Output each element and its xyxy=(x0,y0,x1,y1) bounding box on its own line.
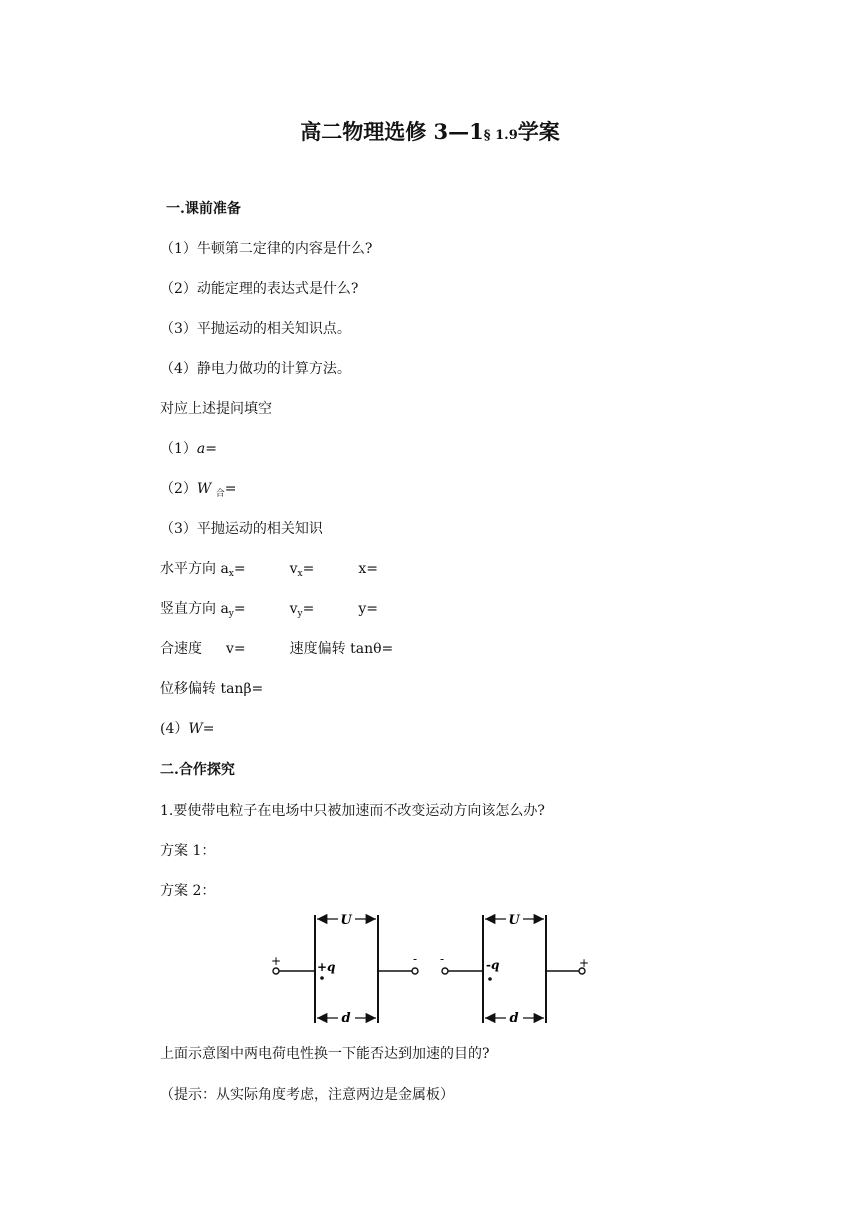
right-negative-terminal: - xyxy=(439,952,445,966)
right-terminal-circle xyxy=(412,968,418,974)
diagram-right xyxy=(440,913,589,1026)
inquiry-question-1: 1.要使带电粒子在电场中只被加速而不改变运动方向该怎么办? xyxy=(160,803,545,819)
section2-heading: 二.合作探究 xyxy=(160,762,235,778)
fill-horizontal: 水平方向 $a_x= v_x= x=$ xyxy=(160,561,378,579)
left-terminal-circle-2 xyxy=(442,968,448,974)
plan-1: 方案 1： xyxy=(160,843,216,859)
left-positive-terminal: + xyxy=(270,954,282,968)
question-1: （1）牛顿第二定律的内容是什么? xyxy=(160,241,373,257)
inquiry-question-2: 上面示意图中两电荷电性换一下能否达到加速的目的? xyxy=(160,1046,490,1062)
right-positive-terminal: + xyxy=(578,956,590,970)
left-terminal-circle xyxy=(273,968,279,974)
hint-text: （提示：从实际角度考虑，注意两边是金属板） xyxy=(160,1087,454,1103)
left-charge-label: +q xyxy=(317,960,336,974)
section1-heading: 一.课前准备 xyxy=(166,201,241,217)
parallel-plate-diagram xyxy=(260,905,600,1030)
question-4: （4）静电力做功的计算方法。 xyxy=(160,361,351,377)
diagram-left xyxy=(271,913,418,1026)
question-2: （2）动能定理的表达式是什么? xyxy=(160,281,359,297)
question-3: （3）平抛运动的相关知识点。 xyxy=(160,321,351,337)
right-voltage-label: U xyxy=(508,913,520,928)
page-title xyxy=(0,116,860,146)
title-section: § 1.9 xyxy=(483,128,518,143)
right-charge-dot xyxy=(488,977,492,981)
fill-work-electric: (4）W= xyxy=(160,721,215,737)
right-distance-label: d xyxy=(509,1011,519,1026)
plan-2: 方案 2： xyxy=(160,883,216,899)
left-distance-label: d xyxy=(341,1011,351,1026)
right-charge-label: -q xyxy=(486,958,500,972)
fill-work-total: （2）W $_合$= xyxy=(160,481,237,499)
title-suffix: 学案 xyxy=(517,119,560,144)
fill-vertical: 竖直方向 $a_y= v_y= y=$ xyxy=(160,601,379,619)
fill-resultant-velocity: 合速度 v= 速度偏转 tanθ= xyxy=(160,641,394,657)
fill-acceleration: （1）a= xyxy=(160,441,218,457)
left-voltage-label: U xyxy=(340,913,352,928)
left-charge-dot xyxy=(320,976,324,980)
fill-projectile-heading: （3）平抛运动的相关知识 xyxy=(160,521,323,537)
fill-displacement-angle: 位移偏转 tanβ= xyxy=(160,681,264,697)
fill-intro: 对应上述提问填空 xyxy=(160,401,272,417)
left-negative-terminal: - xyxy=(412,952,418,966)
title-main: 高二物理选修 3—1 xyxy=(300,119,484,144)
